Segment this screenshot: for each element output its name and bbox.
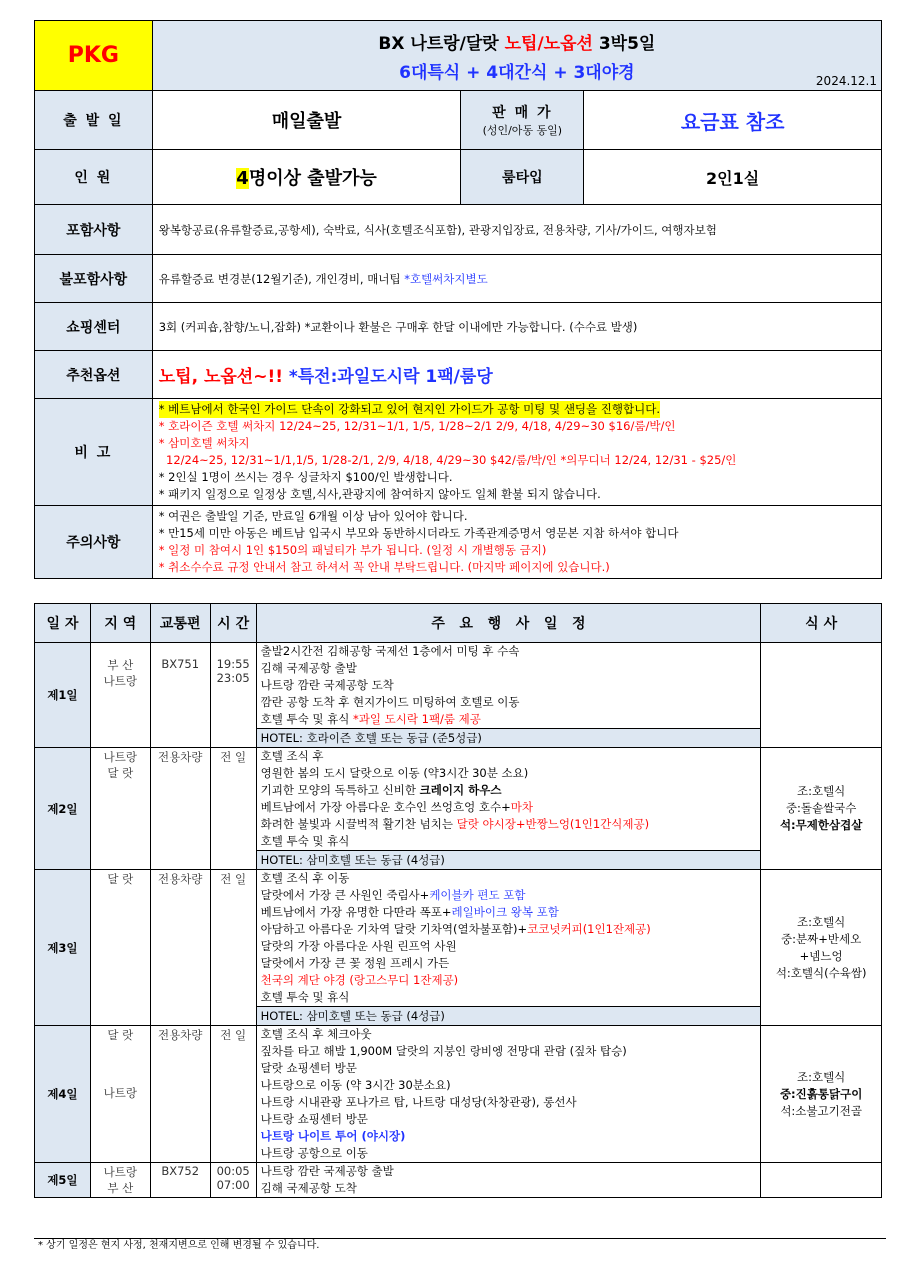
caution-item: * 만15세 미만 아동은 베트남 입국시 부모와 동반하시더라도 가족관계증명서 영문본 지참 하셔야 합니다 bbox=[158, 526, 679, 540]
option-label: 추천옵션 bbox=[35, 351, 153, 399]
day-label: 제2일 bbox=[35, 748, 91, 870]
itinerary-item bbox=[261, 887, 757, 904]
remark-item: 12/24~25, 12/31~1/1,1/5, 1/28-2/1, 2/9, 4/18, 4/29~30 $42/룸/박/인 *의무디너 12/24, 12/31 - $25/인 bbox=[158, 453, 737, 467]
itinerary-text: 베트남에서 가장 유명한 다딴라 폭포+ bbox=[260, 905, 452, 919]
itinerary-item bbox=[261, 782, 757, 799]
region-item: 달 랏 bbox=[107, 1028, 134, 1042]
itinerary-text: 달랏에서 가장 큰 사원인 죽림사+ bbox=[260, 888, 430, 902]
meal-item: 석:소불고기전골 bbox=[780, 1103, 862, 1118]
itinerary-text: 베트남에서 가장 아름다운 호수인 쓰엉흐엉 호수+ bbox=[260, 800, 511, 814]
itinerary-item: 달랏 쇼핑센터 방문 bbox=[260, 1061, 357, 1075]
transport: 전용차량 bbox=[150, 870, 210, 1026]
itinerary-item bbox=[261, 816, 757, 833]
region-item: 나트랑 bbox=[103, 1165, 137, 1179]
time-item: 00:05 bbox=[216, 1164, 250, 1178]
day-row bbox=[35, 643, 882, 729]
include-label: 포함사항 bbox=[35, 205, 153, 255]
itinerary-text: 화려한 불빛과 시끌벅적 활기찬 넘치는 bbox=[260, 817, 457, 831]
time-item: 07:00 bbox=[216, 1178, 250, 1192]
price-label-text: 판 매 가 bbox=[492, 105, 553, 121]
remark-list bbox=[152, 399, 881, 506]
exclude-note: *호텔써차지별도 bbox=[404, 271, 488, 286]
itinerary-item: 나트랑 깜란 국제공항 도착 bbox=[260, 678, 394, 692]
hotel-info: HOTEL: 삼미호텔 또는 동급 (4성급) bbox=[256, 851, 761, 870]
pkg-badge: PKG bbox=[35, 21, 153, 91]
itinerary-item: 영원한 봄의 도시 달랏으로 이동 (약3시간 30분 소요) bbox=[260, 766, 529, 780]
itinerary-item: 천국의 계단 야경 (랑고스무디 1잔제공) bbox=[260, 973, 459, 987]
region: 달 랏 bbox=[90, 870, 150, 1026]
package-title bbox=[152, 21, 881, 91]
itinerary-item: 짚차를 타고 해발 1,900M 달랏의 지붕인 랑비엥 전망대 관람 (짚차 탑승) bbox=[260, 1044, 627, 1058]
time-item: 19:55 bbox=[216, 657, 250, 671]
title-part-end: 3박5일 bbox=[592, 33, 656, 54]
day-label: 제1일 bbox=[35, 643, 91, 748]
caution-item: * 일정 미 참여시 1인 $150의 패널티가 부가 됩니다. (일정 시 개별행동 금지) bbox=[158, 543, 547, 557]
itinerary-special: 케이블카 편도 포함 bbox=[429, 888, 526, 902]
region bbox=[90, 1026, 150, 1163]
info-table bbox=[34, 20, 882, 579]
itinerary-highlight: 크레이지 하우스 bbox=[419, 783, 502, 797]
meal-item: 중:돌솥쌀국수 bbox=[785, 801, 857, 815]
include-value: 왕복항공료(유류할증료,공항세), 숙박료, 식사(호텔조식포함), 관광지입장료, 전용차량, 기사/가이드, 여행자보험 bbox=[152, 205, 881, 255]
region-item: 달 랏 bbox=[107, 766, 134, 780]
day-label: 제5일 bbox=[35, 1163, 91, 1198]
remark-item: * 베트남에서 한국인 가이드 단속이 강화되고 있어 현지인 가이드가 공항 미팅 및 샌딩을 진행합니다. bbox=[158, 402, 661, 416]
price-label bbox=[461, 91, 584, 150]
meal-item: +넴느엉 bbox=[799, 948, 843, 963]
itinerary-special: *과일 도시락 1팩/룸 제공 bbox=[353, 712, 481, 726]
people-text: 명이상 출발가능 bbox=[248, 168, 377, 189]
col-meal: 식 사 bbox=[761, 604, 882, 643]
itinerary bbox=[256, 1163, 761, 1198]
exclude-value bbox=[152, 255, 881, 303]
shop-label: 쇼핑센터 bbox=[35, 303, 153, 351]
option-red: 노팁, 노옵션~!! bbox=[158, 367, 289, 387]
meal bbox=[761, 870, 882, 1026]
col-itinerary: 주 요 행 사 일 정 bbox=[256, 604, 761, 643]
footnote: * 상기 일정은 현지 사정, 천재지변으로 인해 변경될 수 있습니다. bbox=[34, 1238, 886, 1253]
region-item: 부 산 bbox=[107, 658, 134, 672]
time: 전 일 bbox=[210, 870, 256, 1026]
people-count: 4 bbox=[236, 168, 249, 189]
people-label: 인 원 bbox=[35, 150, 153, 205]
time: 전 일 bbox=[210, 1026, 256, 1163]
itinerary-item: 나트랑 쇼핑센터 방문 bbox=[260, 1112, 368, 1126]
itinerary-item bbox=[261, 711, 757, 728]
itinerary-item: 출발2시간전 김해공항 국제선 1층에서 미팅 후 수속 bbox=[260, 644, 520, 658]
schedule-table bbox=[34, 603, 882, 1198]
itinerary-item: 김해 국제공항 출발 bbox=[260, 661, 357, 675]
option-blue: *특전:과일도시락 1팩/룸당 bbox=[288, 367, 493, 387]
time bbox=[210, 1163, 256, 1198]
itinerary-item: 달랏에서 가장 큰 꽃 정원 프레시 가든 bbox=[260, 956, 450, 970]
day-row bbox=[35, 1163, 882, 1198]
meal bbox=[761, 643, 882, 748]
region bbox=[90, 643, 150, 748]
day-row bbox=[35, 870, 882, 1007]
region-item: 부 산 bbox=[107, 1181, 134, 1195]
col-time: 시 간 bbox=[210, 604, 256, 643]
people-value bbox=[152, 150, 461, 205]
itinerary-item: 호텔 투숙 및 휴식 bbox=[260, 834, 350, 848]
transport: 전용차량 bbox=[150, 1026, 210, 1163]
itinerary bbox=[256, 1026, 761, 1163]
issue-date: 2024.12.1 bbox=[815, 74, 877, 88]
remark-item: * 패키지 일정으로 일정상 호텔,식사,관광지에 참여하지 않아도 일체 환불 되지 않습니다. bbox=[158, 487, 601, 501]
itinerary-item bbox=[261, 921, 757, 938]
itinerary-item: 나트랑 깜란 국제공항 출발 bbox=[260, 1164, 394, 1178]
transport: BX751 bbox=[150, 643, 210, 748]
itinerary-item: 나트랑 나이트 투어 (야시장) bbox=[260, 1129, 406, 1143]
itinerary-item: 호텔 조식 후 이동 bbox=[260, 871, 350, 885]
exclude-label: 불포함사항 bbox=[35, 255, 153, 303]
title-line2: 6대특식 + 4대간식 + 3대야경 bbox=[399, 62, 635, 83]
time-item: 23:05 bbox=[216, 671, 250, 685]
meal-item: 석:호텔식(수육쌈) bbox=[775, 965, 867, 980]
hotel-info: HOTEL: 호라이즌 호텔 또는 동급 (준5성급) bbox=[256, 729, 761, 748]
region bbox=[90, 1163, 150, 1198]
exclude-text: 유류할증료 변경분(12월기준), 개인경비, 매너팁 bbox=[158, 271, 405, 286]
caution-item: * 여권은 출발일 기준, 만료일 6개월 이상 남아 있어야 합니다. bbox=[158, 509, 468, 523]
caution-label: 주의사항 bbox=[35, 506, 153, 579]
meal-item: 조:호텔식 bbox=[796, 914, 846, 929]
meal-item: 석:무제한삼겹살 bbox=[779, 818, 863, 832]
itinerary-item: 김해 국제공항 도착 bbox=[260, 1181, 357, 1195]
itinerary-item: 호텔 투숙 및 휴식 bbox=[260, 990, 350, 1004]
day-label: 제3일 bbox=[35, 870, 91, 1026]
transport: BX752 bbox=[150, 1163, 210, 1198]
hotel-info: HOTEL: 삼미호텔 또는 동급 (4성급) bbox=[256, 1007, 761, 1026]
title-part: BX 나트랑/달랏 bbox=[378, 33, 505, 54]
meal bbox=[761, 748, 882, 870]
itinerary-text: 호텔 투숙 및 휴식 bbox=[260, 712, 354, 726]
itinerary bbox=[256, 748, 761, 851]
itinerary-special: 마차 bbox=[510, 800, 533, 814]
itinerary-item bbox=[261, 799, 757, 816]
day-label: 제4일 bbox=[35, 1026, 91, 1163]
caution-item: * 취소수수료 규정 안내서 참고 하셔서 꼭 안내 부탁드립니다. (마지막 페이지에 있습니다.) bbox=[158, 560, 610, 574]
shop-value: 3회 (커피숍,참향/노니,잡화) *교환이나 환불은 구매후 한달 이내에만 가능합니다. (수수료 발생) bbox=[152, 303, 881, 351]
itinerary-item: 호텔 조식 후 체크아웃 bbox=[260, 1027, 372, 1041]
itinerary-item bbox=[261, 904, 757, 921]
col-region: 지 역 bbox=[90, 604, 150, 643]
meal-item: 조:호텔식 bbox=[796, 1069, 846, 1084]
remark-item: * 호라이즌 호텔 써차지 12/24~25, 12/31~1/1, 1/5, 1/28~2/1 2/9, 4/18, 4/29~30 $16/룸/박/인 bbox=[158, 419, 676, 433]
region-item: 나트랑 bbox=[103, 750, 137, 764]
depart-value: 매일출발 bbox=[152, 91, 461, 150]
day-row bbox=[35, 748, 882, 851]
itinerary-item: 나트랑으로 이동 (약 3시간 30분소요) bbox=[260, 1078, 451, 1092]
itinerary bbox=[256, 643, 761, 729]
time bbox=[210, 643, 256, 748]
col-transport: 교통편 bbox=[150, 604, 210, 643]
remark-item: * 삼미호텔 써차지 bbox=[158, 436, 250, 450]
meal-item: 중:진흙통닭구이 bbox=[779, 1086, 863, 1101]
price-value: 요금표 참조 bbox=[584, 91, 882, 150]
time: 전 일 bbox=[210, 748, 256, 870]
remark-label: 비 고 bbox=[35, 399, 153, 506]
itinerary-item: 달랏의 가장 아름다운 사원 린프억 사원 bbox=[260, 939, 457, 953]
itinerary-item: 호텔 조식 후 bbox=[260, 749, 324, 763]
price-sub: (성인/아동 동일) bbox=[482, 124, 563, 137]
option-value bbox=[152, 351, 881, 399]
title-red-part: 노팁/노옵션 bbox=[504, 33, 593, 54]
meal bbox=[761, 1163, 882, 1198]
region bbox=[90, 748, 150, 870]
room-label: 룸타입 bbox=[461, 150, 584, 205]
caution-list bbox=[152, 506, 881, 579]
itinerary-special: 달랏 야시장+반짱느엉(1인1간식제공) bbox=[456, 817, 650, 831]
depart-label: 출 발 일 bbox=[35, 91, 153, 150]
room-value: 2인1실 bbox=[584, 150, 882, 205]
meal bbox=[761, 1026, 882, 1163]
itinerary bbox=[256, 870, 761, 1007]
itinerary-text: 기괴한 모양의 독특하고 신비한 bbox=[260, 783, 420, 797]
region-item: 나트랑 bbox=[103, 1086, 137, 1100]
itinerary-item: 깜란 공항 도착 후 현지가이드 미팅하여 호텔로 이동 bbox=[260, 695, 520, 709]
itinerary-special: 레일바이크 왕복 포함 bbox=[451, 905, 559, 919]
itinerary-special: 코코넛커피(1인1잔제공) bbox=[527, 922, 651, 936]
itinerary-text: 아담하고 아름다운 기차역 달랏 기차역(열차불포함)+ bbox=[260, 922, 528, 936]
itinerary-item: 나트랑 공항으로 이동 bbox=[260, 1146, 368, 1160]
itinerary-item: 나트랑 시내관광 포나가르 탑, 나트랑 대성당(차창관광), 롱선사 bbox=[260, 1095, 577, 1109]
day-row bbox=[35, 1026, 882, 1163]
region-item: 나트랑 bbox=[103, 674, 137, 688]
meal-item: 조:호텔식 bbox=[796, 784, 846, 798]
col-day: 일 자 bbox=[35, 604, 91, 643]
remark-item: * 2인실 1명이 쓰시는 경우 싱글차지 $100/인 발생합니다. bbox=[158, 470, 453, 484]
meal-item: 중:분짜+반세오 bbox=[781, 931, 862, 946]
transport: 전용차량 bbox=[150, 748, 210, 870]
